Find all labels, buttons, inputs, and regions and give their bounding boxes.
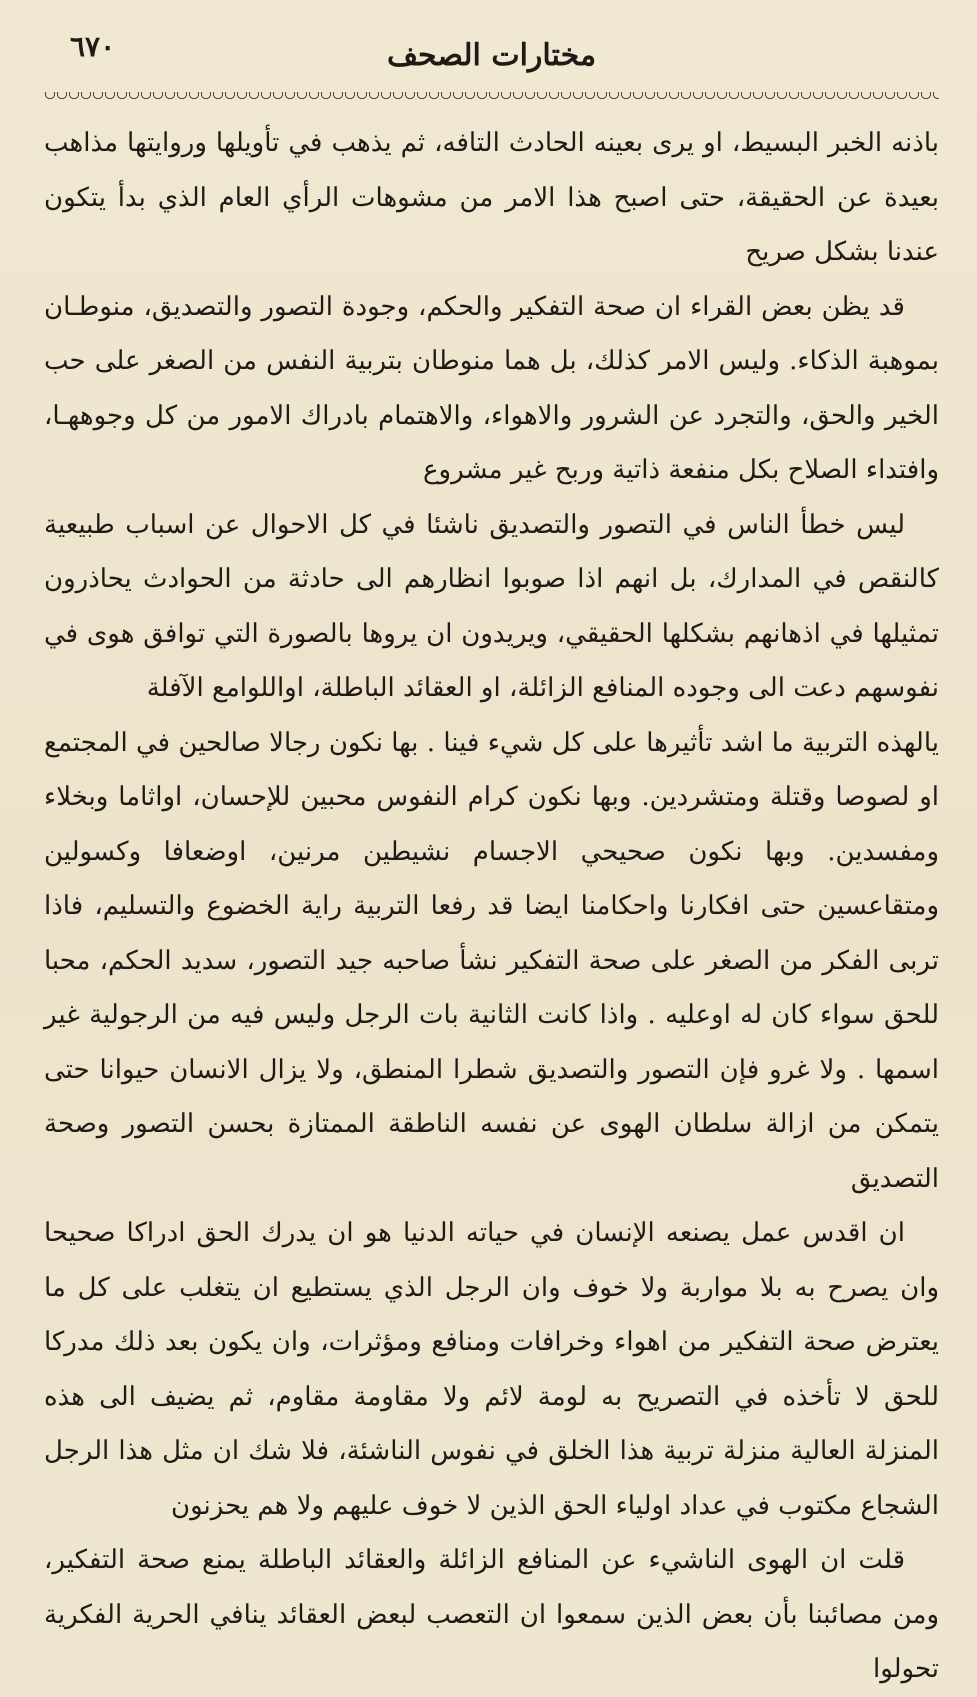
paragraph-2: قد يظن بعض القراء ان صحة التفكير والحكم، وجودة التصور والتصديق، منوطـان بموهبة الذكاء. وليس الامر كذلك، بل هما منوطان بتربية النفس من الصغر على حب الخير والحق، والتجرد عن الشرور والاهواء، والاهتمام بادراك الامور من كل وجوههـا، وافتداء الصلاح بكل منفعة ذاتية وربح غير مشروع: [44, 291, 939, 485]
wavy-divider: [44, 92, 939, 102]
paragraph-4: يالهذه التربية ما اشد تأثيرها على كل شيء فينا . بها نكون رجالا صالحين في المجتمع او لصوصا وقتلة ومتشردين. وبها نكون كرام النفوس محبين للإحسان، اواثاما وبخلاء ومفسدين. وبها نكون صحيحي الاجسام نشيطين مرنين، اوضعافا وكسولين ومتقاعسين حتى افكارنا واحكامنا ايضا قد رفعا التربية راية الخضوع والتسليم، فاذا تربى الفكر من الصغر على صحة التفكير نشأ صاحبه جيد التصور، سديد الحكم، محبا للحق سواء كان له اوعليه . واذا كانت الثانية بات الرجل وليس فيه من الرجولية غير اسمها . ولا غرو فإن التصور والتصديق شطرا المنطق، ولا يزال الانسان حيوانا حتى يتمكن من ازالة سلطان الهوى عن نفسه الناطقة الممتازة بحسن التصور وصحة التصديق: [44, 727, 939, 1194]
page-header: [44, 26, 939, 84]
running-title: مختارات الصحف: [386, 37, 597, 73]
body-text: [44, 116, 939, 1697]
paragraph-6: قلت ان الهوى الناشيء عن المنافع الزائلة والعقائد الباطلة يمنع صحة التفكير، ومن مصائبنا بأن بعض الذين سمعوا ان التعصب لبعض العقائد ينافي الحرية الفكرية تحولوا: [44, 1545, 939, 1684]
page-number: ٦٧٠: [70, 30, 116, 63]
paragraph-5: ان اقدس عمل يصنعه الإنسان في حياته الدنيا هو ان يدرك الحق ادراكا صحيحا وان يصرح به بلا مواربة ولا خوف وان الرجل الذي يستطيع ان يتغلب على كل ما يعترض صحة التفكير من اهواء وخرافات ومنافع ومؤثرات، وان يكون بعد ذلك مدركا للحق لا تأخذه في التصريح به لومة لائم ولا مقاومة مقاوم، ثم يضيف الى هذه المنزلة العالية منزلة تربية هذا الخلق في نفوس الناشئة، فلا شك ان مثل هذا الرجل الشجاع مكتوب في عداد اولياء الحق الذين لا خوف عليهم ولا هم يحزنون: [44, 1218, 939, 1521]
paragraph-1: باذنه الخبر البسيط، او يرى بعينه الحادث التافه، ثم يذهب في تأويلها وروايتها مذاهب بعيدة عن الحقيقة، حتى اصبح هذا الامر من مشوهات الرأي العام الذي بدأ يتكون عندنا بشكل صريح: [44, 128, 939, 267]
paragraph-3: ليس خطأ الناس في التصور والتصديق ناشئا في كل الاحوال عن اسباب طبيعية كالنقص في المدارك، بل انهم اذا صوبوا انظارهم الى حادثة من الحوادث يحاذرون تمثيلها في اذهانهم بشكلها الحقيقي، ويريدون ان يروها بالصورة التي توافق هوى في نفوسهم دعت الى وجوده المنافع الزائلة، او العقائد الباطلة، اواللوامع الآفلة: [44, 509, 939, 703]
